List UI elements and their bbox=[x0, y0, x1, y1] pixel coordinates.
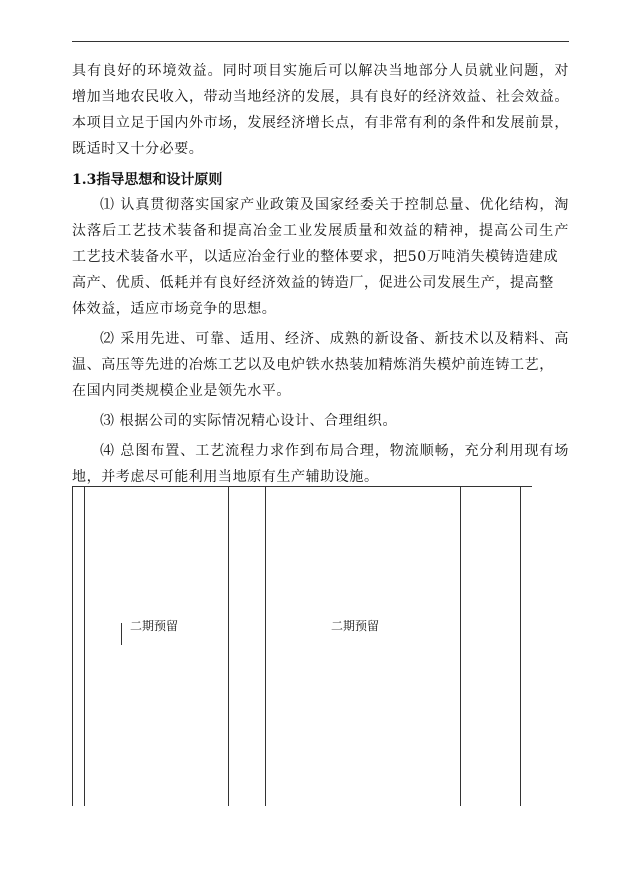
text-line: ⑶ 根据公司的实际情况精心设计、合理组织。 bbox=[100, 413, 398, 429]
plan-divider-line bbox=[72, 486, 73, 806]
text-line: ⑵ 采用先进、可靠、适用、经济、成熟的新设备、新技术以及精料、高 bbox=[100, 331, 569, 347]
text-line: 本项目立足于国内外市场，发展经济增长点，有非常有利的条件和发展前景， bbox=[72, 115, 569, 131]
text-line: 体效益，适应市场竞争的思想。 bbox=[72, 301, 277, 317]
text-line: ⑴ 认真贯彻落实国家产业政策及国家经委关于控制总量、优化结构，淘 bbox=[100, 197, 569, 213]
plan-top-line bbox=[72, 486, 532, 487]
plan-divider-line bbox=[520, 486, 521, 806]
site-plan-drawing bbox=[72, 486, 532, 806]
plan-divider-line bbox=[460, 486, 461, 806]
text-line: 增加当地农民收入，带动当地经济的发展，具有良好的经济效益、社会效益。 bbox=[72, 89, 569, 105]
principle-item-3 bbox=[72, 408, 569, 434]
principle-item-4 bbox=[72, 438, 569, 490]
paragraph-benefits bbox=[72, 58, 569, 162]
section-heading: 1.3指导思想和设计原则 bbox=[72, 172, 223, 188]
text-line: 在国内同类规模企业是领先水平。 bbox=[72, 383, 291, 399]
plan-divider-line bbox=[265, 486, 266, 806]
reserved-area-label-left: 二期预留 bbox=[130, 619, 179, 633]
text-line: 汰落后工艺技术装备和提高冶金工业发展质量和效益的精神，提高公司生产 bbox=[72, 223, 569, 239]
plan-divider-line bbox=[228, 486, 229, 806]
principle-item-1 bbox=[72, 192, 569, 322]
text-line: ⑷ 总图布置、工艺流程力求作到布局合理，物流顺畅，充分利用现有场 bbox=[100, 443, 569, 459]
reserved-area-label-right: 二期预留 bbox=[331, 619, 380, 633]
text-line: 温、高压等先进的冶炼工艺以及电炉铁水热装加精炼消失模炉前连铸工艺， bbox=[72, 357, 554, 373]
text-line: 具有良好的环境效益。同时项目实施后可以解决当地部分人员就业问题，对 bbox=[72, 63, 569, 79]
text-line: 工艺技术装备水平，以适应冶金行业的整体要求，把50万吨消失模铸造建成 bbox=[72, 249, 559, 265]
plan-divider-line bbox=[84, 486, 85, 806]
text-line: 地，并考虑尽可能利用当地原有生产辅助设施。 bbox=[72, 469, 379, 485]
principle-item-2 bbox=[72, 326, 569, 404]
text-line: 既适时又十分必要。 bbox=[72, 141, 204, 157]
text-cursor-mark bbox=[121, 623, 122, 645]
text-line: 高产、优质、低耗并有良好经济效益的铸造厂，促进公司发展生产，提高整 bbox=[72, 275, 554, 291]
header-rule bbox=[72, 41, 569, 42]
